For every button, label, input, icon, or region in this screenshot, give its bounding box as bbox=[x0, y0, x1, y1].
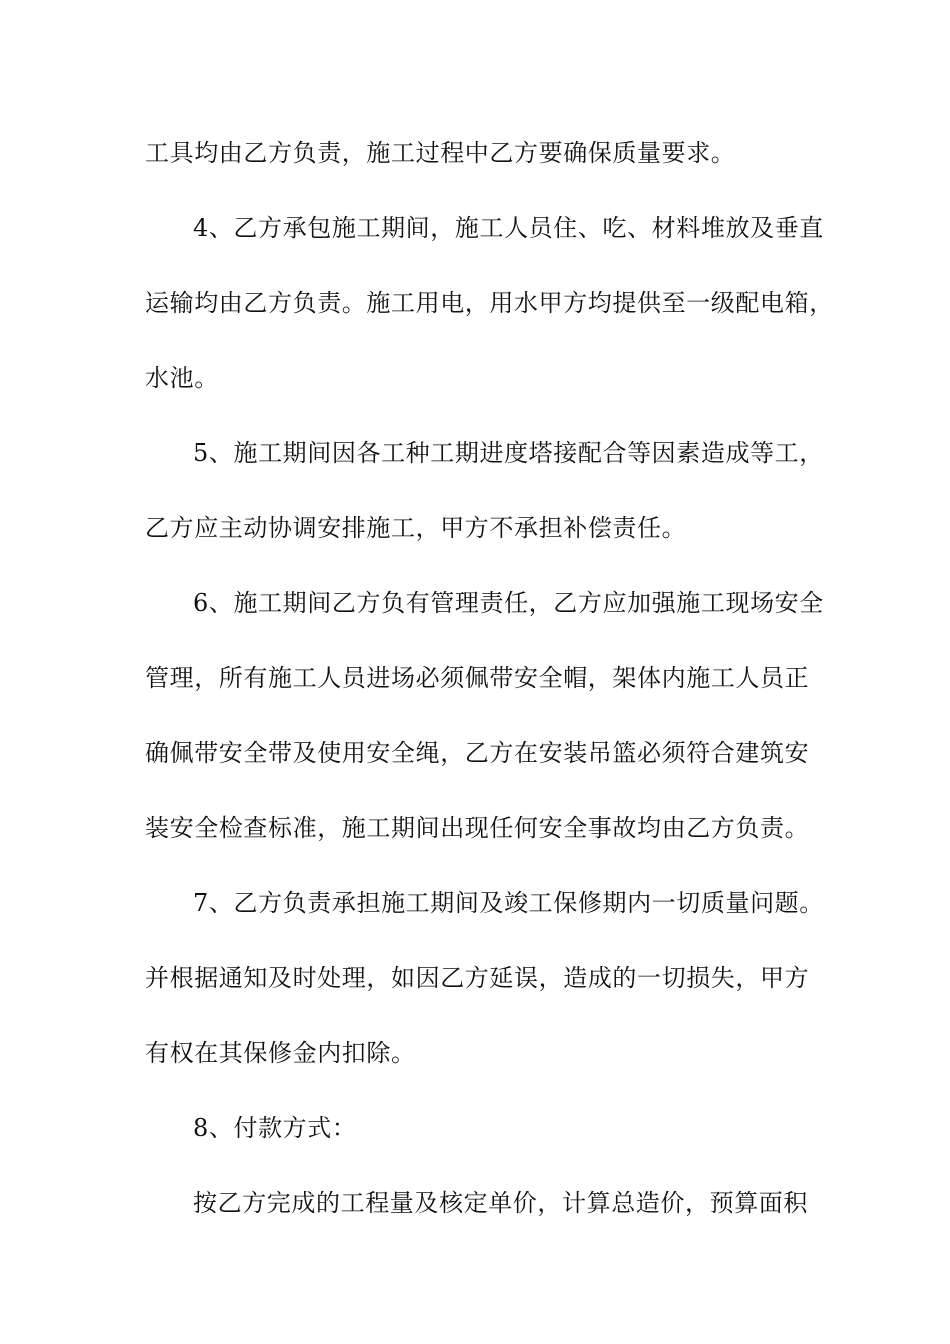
text-line: 运输均由乙方负责。施工用电，用水甲方均提供至一级配电箱， bbox=[145, 289, 834, 317]
text-line: 4、乙方承包施工期间，施工人员住、吃、材料堆放及垂直 bbox=[193, 214, 824, 242]
text-line: 工具均由乙方负责，施工过程中乙方要确保质量要求。 bbox=[145, 139, 736, 167]
text-line: 乙方应主动协调安排施工，甲方不承担补偿责任。 bbox=[145, 514, 687, 542]
text-line: 管理，所有施工人员进场必须佩带安全帽，架体内施工人员正 bbox=[145, 664, 810, 692]
text-line: 按乙方完成的工程量及核定单价，计算总造价，预算面积 bbox=[193, 1189, 808, 1217]
text-line: 并根据通知及时处理，如因乙方延误，造成的一切损失，甲方 bbox=[145, 964, 810, 992]
text-line: 有权在其保修金内扣除。 bbox=[145, 1039, 416, 1067]
text-line: 水池。 bbox=[145, 364, 219, 392]
text-line: 7、乙方负责承担施工期间及竣工保修期内一切质量问题。 bbox=[193, 889, 824, 917]
text-line: 8、付款方式： bbox=[193, 1114, 357, 1142]
text-line: 6、施工期间乙方负有管理责任，乙方应加强施工现场安全 bbox=[193, 589, 824, 617]
text-line: 确佩带安全带及使用安全绳，乙方在安装吊篮必须符合建筑安 bbox=[145, 739, 810, 767]
text-line: 装安全检查标准，施工期间出现任何安全事故均由乙方负责。 bbox=[145, 814, 810, 842]
text-line: 5、施工期间因各工种工期进度塔接配合等因素造成等工， bbox=[193, 439, 824, 467]
